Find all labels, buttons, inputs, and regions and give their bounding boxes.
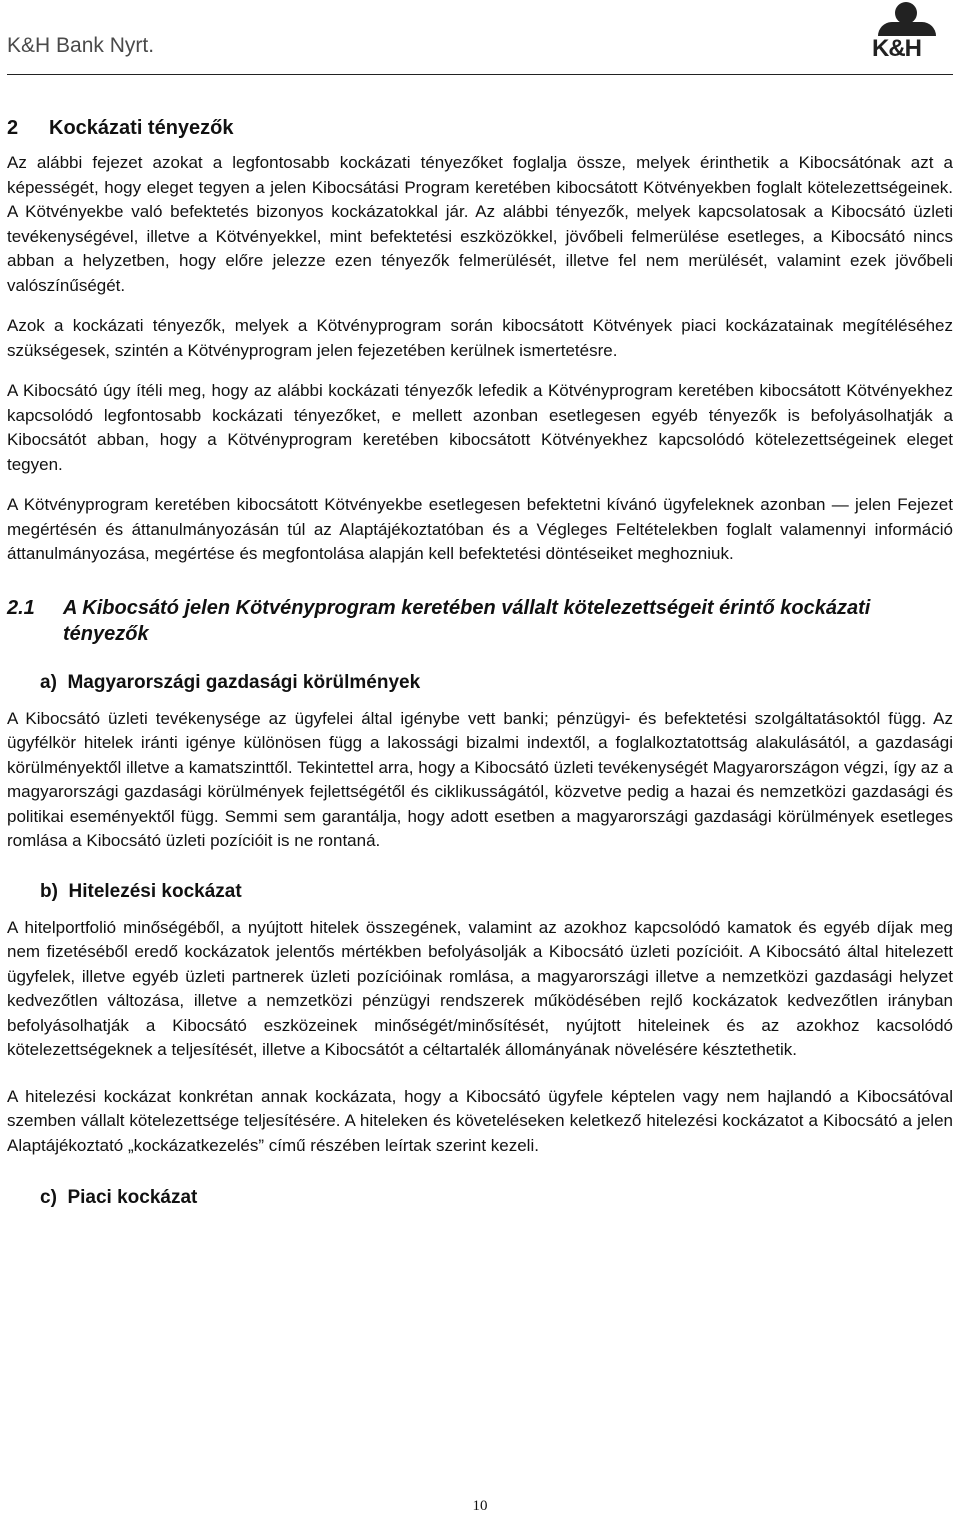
logo-wordmark: K&H — [872, 35, 921, 62]
logo-head-shape — [895, 2, 917, 24]
subsection-heading — [7, 595, 953, 647]
intro-paragraph-2: Azok a kockázati tényezők, melyek a Kötvényprogram során kibocsátott Kötvények piaci kockázatainak megítéléséhez szükségesek, szintén a Kötvényprogram jelen fejezetében kerülnek ismertetésre. — [7, 316, 953, 360]
page-number: 10 — [472, 1498, 488, 1514]
intro-paragraph-1: Az alábbi fejezet azokat a legfontosabb kockázati tényezőket foglalja össze, melyek érinthetik a Kibocsátónak azt a képességét, hogy eleget tegyen a jelen Kibocsátási Program keretében kibocsátott Kötvényekben foglalt kötelezettségeinek. A Kötvényekbe való befektetés bizonyos kockázatokkal jár. Az alábbi tényezők, melyek kapcsolatosak a Kibocsátó üzleti tevékenységével, illetve a Kötvényekkel, mint befektetési eszközökkel, jövőbeli felmerülése esetleges, a Kibocsátó nincs abban a helyzetben, hogy előre jelezze ezen tényezők felmerülését, illetve fel nem merülését, valamint ezek jövőbeli valószínűségét. — [7, 153, 953, 295]
heading-b: b) Hitelezési kockázat — [40, 880, 242, 902]
subsection-title: A Kibocsátó jelen Kötvényprogram keretében vállalt kötelezettségeit érintő kockázati tényezők — [63, 596, 871, 645]
logo-shoulders-shape — [878, 22, 936, 36]
heading-c: c) Piaci kockázat — [40, 1187, 198, 1208]
paragraph-b-2: A hitelezési kockázat konkrétan annak kockázata, hogy a Kibocsátó ügyfele képtelen vagy nem hajlandó a Kibocsátóval szemben vállalt kötelezettsége teljesítésére. A hiteleken és követeléseken keletkező hitelezési kockázatot a Kibocsátó a jelen Alaptájékoztató „kockázatkezelés” című részében leírtak szerint kezeli. — [7, 1086, 953, 1155]
intro-paragraph-4: A Kötvényprogram keretében kibocsátott Kötvényekbe esetlegesen befektetni kívánó ügyfeleknek azonban — jelen Fejezet megértésén és áttanulmányozásán túl az Alaptájékoztatóban és a Végleges Feltételekben foglalt valamennyi információ áttanulmányozása, megértése és megfontolása alapján kell befektetési döntéseiket meghozniuk. — [7, 495, 953, 563]
section-number: 2 — [7, 117, 19, 139]
page-header — [0, 0, 960, 80]
intro-paragraph-3: A Kibocsátó úgy ítéli meg, hogy az alábbi kockázati tényezők lefedik a Kötvényprogram keretében kibocsátott Kötvényekhez kapcsolódó legfontosabb kockázati tényezőket, e mellett azonban esetlegesen egyéb tényezők is befolyásolhatják a Kibocsátót abban, hogy a Kötvényprogram keretében kibocsátott Kötvényekhez kapcsolódó kötelezettségeinek eleget tegyen. — [7, 381, 953, 474]
section-title: Kockázati tényezők — [49, 117, 234, 139]
kh-logo — [868, 2, 948, 62]
section-heading — [7, 115, 953, 141]
paragraph-b-1: A hitelportfolió minőségéből, a nyújtott hitelek összegének, valamint az azokhoz kapcsolódó kamatok és egyéb díjak meg nem fizetéséből eredő kockázatok jelentős mértékben befolyásolják a Kibocsátó üzleti pozícióit. A Kibocsátó által hitelezett ügyfelek, illetve egyéb üzleti partnerek üzleti pozícióinak romlása, a magyarországi illetve a nemzetközi gazdasági helyzet kedvezőtlen változása, illetve a nemzetközi pénzügyi rendszerek működésében rejlő kockázatok kedvezőtlen irányban befolyásolhatják a Kibocsátó eszközeinek minőségét/minősítését, nyújtott hiteleinek és az azokhoz kacsolódó kötelezettségeknek a teljesítését, illetve a Kibocsátót a céltartalék állományának növelésére késztethetik. — [7, 917, 953, 1059]
subsection-number: 2.1 — [7, 596, 35, 619]
heading-a: a) Magyarországi gazdasági körülmények — [40, 671, 421, 693]
paragraph-a-1: A Kibocsátó üzleti tevékenysége az ügyfelei által igénybe vett banki; pénzügyi- és befektetési szolgáltatásoktól függ. Az ügyfélkör hitelek iránti igénye különösen függ a lakossági bizalmi indextől, a foglalkoztatottság alakulásától, a gazdasági körülményektől illetve a kamatszinttől. Tekintettel arra, hogy a Kibocsátó üzleti tevékenységét Magyarországon végzi, így az a magyarországi gazdasági körülmények fejlettségétől és ciklikusságától, közvetve pedig a hazai és nemzetközi gazdasági és politikai eseményektől függ. Semmi sem garantálja, hogy adott esetben a magyarországi gazdasági körülmények esetleges romlása a Kibocsátó üzleti pozícióit is ne rontaná. — [7, 708, 953, 850]
document-body — [7, 115, 953, 1222]
header-divider — [7, 74, 953, 75]
company-name: K&H Bank Nyrt. — [7, 34, 155, 57]
